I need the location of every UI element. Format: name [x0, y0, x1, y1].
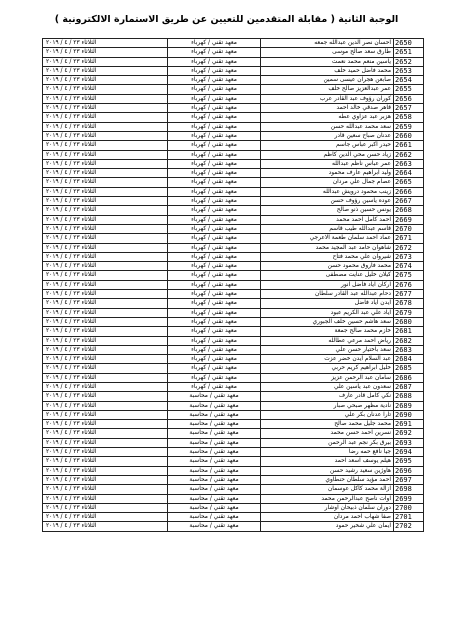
name-cell: اركان اياد فاضل انور — [261, 280, 394, 289]
date-cell: الثلاثاء ٢٣ / ٤ / ٢٠١٩ — [43, 104, 168, 113]
name-cell: صابعن هجران عيسى سمين — [261, 76, 394, 85]
date-cell: الثلاثاء ٢٣ / ٤ / ٢٠١٩ — [43, 122, 168, 131]
name-cell: زينب محمود درويش عبدالله — [261, 187, 394, 196]
institute-cell: معهد تقني / محاسبة — [168, 522, 261, 531]
table-body — [43, 39, 424, 532]
institute-cell: معهد تقني / كهرباء — [168, 262, 261, 271]
table-row — [43, 494, 424, 503]
institute-cell: معهد تقني / كهرباء — [168, 280, 261, 289]
institute-cell: معهد تقني / كهرباء — [168, 197, 261, 206]
name-cell: عمر عباس ناظم عبدالله — [261, 159, 394, 168]
date-cell: الثلاثاء ٢٣ / ٤ / ٢٠١٩ — [43, 522, 168, 531]
name-cell: محمد جليل محمد صالح — [261, 420, 394, 429]
table-row — [43, 48, 424, 57]
table-row — [43, 513, 424, 522]
date-cell: الثلاثاء ٢٣ / ٤ / ٢٠١٩ — [43, 76, 168, 85]
name-cell: وليد ابراهيم عارف محمود — [261, 169, 394, 178]
institute-cell: معهد تقني / كهرباء — [168, 169, 261, 178]
name-cell: حيدر اكبر عباس جاسم — [261, 141, 394, 150]
date-cell: الثلاثاء ٢٣ / ٤ / ٢٠١٩ — [43, 39, 168, 48]
date-cell: الثلاثاء ٢٣ / ٤ / ٢٠١٩ — [43, 262, 168, 271]
date-cell: الثلاثاء ٢٣ / ٤ / ٢٠١٩ — [43, 392, 168, 401]
table-row — [43, 429, 424, 438]
serial-number-cell: 2685 — [394, 364, 424, 373]
serial-number-cell: 2659 — [394, 122, 424, 131]
institute-cell: معهد تقني / كهرباء — [168, 364, 261, 373]
name-cell: عدنان صباح سعين قادر — [261, 131, 394, 140]
institute-cell: معهد تقني / كهرباء — [168, 159, 261, 168]
serial-number-cell: 2670 — [394, 224, 424, 233]
table-row — [43, 355, 424, 364]
institute-cell: معهد تقني / محاسبة — [168, 401, 261, 410]
institute-cell: معهد تقني / محاسبة — [168, 503, 261, 512]
institute-cell: معهد تقني / كهرباء — [168, 131, 261, 140]
table-row — [43, 448, 424, 457]
institute-cell: معهد تقني / كهرباء — [168, 215, 261, 224]
serial-number-cell: 2677 — [394, 290, 424, 299]
date-cell: الثلاثاء ٢٣ / ٤ / ٢٠١٩ — [43, 420, 168, 429]
name-cell: محمد فاضل حميد خلف — [261, 66, 394, 75]
table-row — [43, 410, 424, 419]
serial-number-cell: 2695 — [394, 457, 424, 466]
table-row — [43, 122, 424, 131]
table-row — [43, 392, 424, 401]
table-row — [43, 485, 424, 494]
table-row — [43, 39, 424, 48]
institute-cell: معهد تقني / كهرباء — [168, 234, 261, 243]
table-row — [43, 113, 424, 122]
table-row — [43, 475, 424, 484]
name-cell: سامان عبد الرحمن عزيز — [261, 373, 394, 382]
table-row — [43, 206, 424, 215]
institute-cell: معهد تقني / محاسبة — [168, 457, 261, 466]
serial-number-cell: 2669 — [394, 215, 424, 224]
date-cell: الثلاثاء ٢٣ / ٤ / ٢٠١٩ — [43, 327, 168, 336]
institute-cell: معهد تقني / محاسبة — [168, 494, 261, 503]
table-row — [43, 57, 424, 66]
table-row — [43, 503, 424, 512]
table-row — [43, 243, 424, 252]
date-cell: الثلاثاء ٢٣ / ٤ / ٢٠١٩ — [43, 197, 168, 206]
name-cell: رياض احمد مرعي عطالله — [261, 336, 394, 345]
name-cell: عبد السلام ايدن خضر عزت — [261, 355, 394, 364]
serial-number-cell: 2693 — [394, 438, 424, 447]
table-row — [43, 187, 424, 196]
institute-cell: معهد تقني / كهرباء — [168, 382, 261, 391]
table-row — [43, 327, 424, 336]
name-cell: بيرق بكر نجم عبد الرحمن — [261, 438, 394, 447]
date-cell: الثلاثاء ٢٣ / ٤ / ٢٠١٩ — [43, 429, 168, 438]
serial-number-cell: 2655 — [394, 85, 424, 94]
date-cell: الثلاثاء ٢٣ / ٤ / ٢٠١٩ — [43, 503, 168, 512]
serial-number-cell: 2682 — [394, 336, 424, 345]
institute-cell: معهد تقني / كهرباء — [168, 355, 261, 364]
serial-number-cell: 2687 — [394, 382, 424, 391]
table-row — [43, 159, 424, 168]
date-cell: الثلاثاء ٢٣ / ٤ / ٢٠١٩ — [43, 178, 168, 187]
date-cell: الثلاثاء ٢٣ / ٤ / ٢٠١٩ — [43, 485, 168, 494]
serial-number-cell: 2694 — [394, 448, 424, 457]
institute-cell: معهد تقني / كهرباء — [168, 48, 261, 57]
date-cell: الثلاثاء ٢٣ / ٤ / ٢٠١٩ — [43, 336, 168, 345]
institute-cell: معهد تقني / كهرباء — [168, 271, 261, 280]
table-row — [43, 317, 424, 326]
date-cell: الثلاثاء ٢٣ / ٤ / ٢٠١٩ — [43, 48, 168, 57]
serial-number-cell: 2661 — [394, 141, 424, 150]
institute-cell: معهد تقني / كهرباء — [168, 308, 261, 317]
date-cell: الثلاثاء ٢٣ / ٤ / ٢٠١٩ — [43, 252, 168, 261]
date-cell: الثلاثاء ٢٣ / ٤ / ٢٠١٩ — [43, 234, 168, 243]
date-cell: الثلاثاء ٢٣ / ٤ / ٢٠١٩ — [43, 150, 168, 159]
serial-number-cell: 2697 — [394, 475, 424, 484]
name-cell: شيروان علي محمد فتاح — [261, 252, 394, 261]
serial-number-cell: 2691 — [394, 420, 424, 429]
table-row — [43, 373, 424, 382]
table-row — [43, 169, 424, 178]
institute-cell: معهد تقني / كهرباء — [168, 57, 261, 66]
table-row — [43, 308, 424, 317]
date-cell: الثلاثاء ٢٣ / ٤ / ٢٠١٩ — [43, 382, 168, 391]
date-cell: الثلاثاء ٢٣ / ٤ / ٢٠١٩ — [43, 66, 168, 75]
serial-number-cell: 2675 — [394, 271, 424, 280]
table-row — [43, 76, 424, 85]
table-row — [43, 141, 424, 150]
table-row — [43, 382, 424, 391]
serial-number-cell: 2698 — [394, 485, 424, 494]
name-cell: عصام جمال علي مردان — [261, 178, 394, 187]
serial-number-cell: 2672 — [394, 243, 424, 252]
serial-number-cell: 2683 — [394, 345, 424, 354]
institute-cell: معهد تقني / محاسبة — [168, 513, 261, 522]
serial-number-cell: 2684 — [394, 355, 424, 364]
table-row — [43, 85, 424, 94]
table-row — [43, 290, 424, 299]
table-row — [43, 522, 424, 531]
serial-number-cell: 2701 — [394, 513, 424, 522]
name-cell: طارق سعد صالح موسى — [261, 48, 394, 57]
table-row — [43, 401, 424, 410]
serial-number-cell: 2658 — [394, 113, 424, 122]
serial-number-cell: 2696 — [394, 466, 424, 475]
name-cell: ازالة محمد كاكل عوسمان — [261, 485, 394, 494]
institute-cell: معهد تقني / كهرباء — [168, 94, 261, 103]
serial-number-cell: 2662 — [394, 150, 424, 159]
serial-number-cell: 2676 — [394, 280, 424, 289]
serial-number-cell: 2680 — [394, 317, 424, 326]
name-cell: كيلان خليل عنايت مصطفى — [261, 271, 394, 280]
name-cell: دوران سلمان ذبيحان اوشار — [261, 503, 394, 512]
date-cell: الثلاثاء ٢٣ / ٤ / ٢٠١٩ — [43, 131, 168, 140]
serial-number-cell: 2668 — [394, 206, 424, 215]
serial-number-cell: 2650 — [394, 39, 424, 48]
institute-cell: معهد تقني / كهرباء — [168, 299, 261, 308]
name-cell: نسرين احمد حسن محمد — [261, 429, 394, 438]
date-cell: الثلاثاء ٢٣ / ٤ / ٢٠١٩ — [43, 85, 168, 94]
institute-cell: معهد تقني / كهرباء — [168, 345, 261, 354]
name-cell: سعد محمد عبدالله حسن — [261, 122, 394, 131]
serial-number-cell: 2652 — [394, 57, 424, 66]
institute-cell: معهد تقني / كهرباء — [168, 39, 261, 48]
table-row — [43, 197, 424, 206]
serial-number-cell: 2692 — [394, 429, 424, 438]
name-cell: خازم محمد صالح جمعة — [261, 327, 394, 336]
name-cell: قاسم عبدالله طيب قاسم — [261, 224, 394, 233]
serial-number-cell: 2674 — [394, 262, 424, 271]
institute-cell: معهد تقني / كهرباء — [168, 104, 261, 113]
institute-cell: معهد تقني / محاسبة — [168, 392, 261, 401]
institute-cell: معهد تقني / محاسبة — [168, 485, 261, 494]
date-cell: الثلاثاء ٢٣ / ٤ / ٢٠١٩ — [43, 224, 168, 233]
date-cell: الثلاثاء ٢٣ / ٤ / ٢٠١٩ — [43, 475, 168, 484]
name-cell: احمد مؤيد سلطان حنطاوي — [261, 475, 394, 484]
date-cell: الثلاثاء ٢٣ / ٤ / ٢٠١٩ — [43, 187, 168, 196]
name-cell: نادية مظهر صبحي صبار — [261, 401, 394, 410]
table-row — [43, 66, 424, 75]
date-cell: الثلاثاء ٢٣ / ٤ / ٢٠١٩ — [43, 373, 168, 382]
serial-number-cell: 2681 — [394, 327, 424, 336]
date-cell: الثلاثاء ٢٣ / ٤ / ٢٠١٩ — [43, 317, 168, 326]
date-cell: الثلاثاء ٢٣ / ٤ / ٢٠١٩ — [43, 364, 168, 373]
name-cell: اوات ناصح عبدالرحمن محمد — [261, 494, 394, 503]
candidates-table — [42, 38, 413, 532]
serial-number-cell: 2656 — [394, 94, 424, 103]
institute-cell: معهد تقني / محاسبة — [168, 438, 261, 447]
date-cell: الثلاثاء ٢٣ / ٤ / ٢٠١٩ — [43, 355, 168, 364]
serial-number-cell: 2663 — [394, 159, 424, 168]
table-row — [43, 131, 424, 140]
serial-number-cell: 2665 — [394, 178, 424, 187]
name-cell: هيلم يوسف اسعد احمد — [261, 457, 394, 466]
name-cell: قاهر صدقي خالد احمد — [261, 104, 394, 113]
serial-number-cell: 2686 — [394, 373, 424, 382]
table-row — [43, 438, 424, 447]
name-cell: هاوژين سعيد رشيد حسن — [261, 466, 394, 475]
date-cell: الثلاثاء ٢٣ / ٤ / ٢٠١٩ — [43, 206, 168, 215]
table-row — [43, 457, 424, 466]
serial-number-cell: 2699 — [394, 494, 424, 503]
name-cell: سعد باختيار حسن علي — [261, 345, 394, 354]
name-cell: جيا نافع حمه رضا — [261, 448, 394, 457]
candidates-grid — [42, 38, 424, 532]
name-cell: احمد كامل احمد محمد — [261, 215, 394, 224]
institute-cell: معهد تقني / كهرباء — [168, 85, 261, 94]
institute-cell: معهد تقني / محاسبة — [168, 420, 261, 429]
name-cell: يونس حسين ذنو صالح — [261, 206, 394, 215]
date-cell: الثلاثاء ٢٣ / ٤ / ٢٠١٩ — [43, 113, 168, 122]
serial-number-cell: 2679 — [394, 308, 424, 317]
table-row — [43, 345, 424, 354]
name-cell: عمر عبدالعزيز صالح خلف — [261, 85, 394, 94]
table-row — [43, 271, 424, 280]
institute-cell: معهد تقني / كهرباء — [168, 141, 261, 150]
table-row — [43, 299, 424, 308]
institute-cell: معهد تقني / كهرباء — [168, 336, 261, 345]
name-cell: ايدن اياد فاضل — [261, 299, 394, 308]
institute-cell: معهد تقني / كهرباء — [168, 290, 261, 299]
table-row — [43, 215, 424, 224]
date-cell: الثلاثاء ٢٣ / ٤ / ٢٠١٩ — [43, 141, 168, 150]
table-row — [43, 336, 424, 345]
serial-number-cell: 2667 — [394, 197, 424, 206]
institute-cell: معهد تقني / محاسبة — [168, 466, 261, 475]
serial-number-cell: 2689 — [394, 401, 424, 410]
name-cell: كوران رؤوف عبد القادر عرب — [261, 94, 394, 103]
date-cell: الثلاثاء ٢٣ / ٤ / ٢٠١٩ — [43, 466, 168, 475]
date-cell: الثلاثاء ٢٣ / ٤ / ٢٠١٩ — [43, 271, 168, 280]
date-cell: الثلاثاء ٢٣ / ٤ / ٢٠١٩ — [43, 169, 168, 178]
date-cell: الثلاثاء ٢٣ / ٤ / ٢٠١٩ — [43, 494, 168, 503]
institute-cell: معهد تقني / محاسبة — [168, 410, 261, 419]
serial-number-cell: 2673 — [394, 252, 424, 261]
name-cell: اياد علي عبد الكريم عبود — [261, 308, 394, 317]
date-cell: الثلاثاء ٢٣ / ٤ / ٢٠١٩ — [43, 57, 168, 66]
name-cell: دحام عبدالله عبد القادر سلطان — [261, 290, 394, 299]
date-cell: الثلاثاء ٢٣ / ٤ / ٢٠١٩ — [43, 299, 168, 308]
institute-cell: معهد تقني / كهرباء — [168, 76, 261, 85]
serial-number-cell: 2671 — [394, 234, 424, 243]
institute-cell: معهد تقني / كهرباء — [168, 252, 261, 261]
table-row — [43, 252, 424, 261]
date-cell: الثلاثاء ٢٣ / ٤ / ٢٠١٩ — [43, 438, 168, 447]
institute-cell: معهد تقني / كهرباء — [168, 206, 261, 215]
institute-cell: معهد تقني / كهرباء — [168, 187, 261, 196]
institute-cell: معهد تقني / كهرباء — [168, 178, 261, 187]
name-cell: هزبر عبد عزاوي عطه — [261, 113, 394, 122]
name-cell: احسان نصر الدين عبدالله جمعه — [261, 39, 394, 48]
serial-number-cell: 2700 — [394, 503, 424, 512]
name-cell: سعدون عبد ياسين علي — [261, 382, 394, 391]
institute-cell: معهد تقني / كهرباء — [168, 327, 261, 336]
date-cell: الثلاثاء ٢٣ / ٤ / ٢٠١٩ — [43, 243, 168, 252]
name-cell: صفا شهاب احمد مردان — [261, 513, 394, 522]
table-row — [43, 420, 424, 429]
institute-cell: معهد تقني / كهرباء — [168, 150, 261, 159]
date-cell: الثلاثاء ٢٣ / ٤ / ٢٠١٩ — [43, 513, 168, 522]
date-cell: الثلاثاء ٢٣ / ٤ / ٢٠١٩ — [43, 290, 168, 299]
serial-number-cell: 2690 — [394, 410, 424, 419]
name-cell: ايمان علي شخير حمود — [261, 522, 394, 531]
table-row — [43, 466, 424, 475]
institute-cell: معهد تقني / كهرباء — [168, 373, 261, 382]
institute-cell: معهد تقني / كهرباء — [168, 66, 261, 75]
table-row — [43, 280, 424, 289]
serial-number-cell: 2688 — [394, 392, 424, 401]
institute-cell: معهد تقني / محاسبة — [168, 429, 261, 438]
date-cell: الثلاثاء ٢٣ / ٤ / ٢٠١٩ — [43, 457, 168, 466]
date-cell: الثلاثاء ٢٣ / ٤ / ٢٠١٩ — [43, 308, 168, 317]
name-cell: تارا عدنان بكر علي — [261, 410, 394, 419]
serial-number-cell: 2653 — [394, 66, 424, 75]
table-row — [43, 262, 424, 271]
name-cell: سعد هاشم حسين خلف الجبوري — [261, 317, 394, 326]
name-cell: شاهوان حامد عبد المجيد محمد — [261, 243, 394, 252]
serial-number-cell: 2702 — [394, 522, 424, 531]
table-row — [43, 178, 424, 187]
serial-number-cell: 2664 — [394, 169, 424, 178]
table-row — [43, 364, 424, 373]
name-cell: عماد احمد سلمان طعمة الاعرجي — [261, 234, 394, 243]
name-cell: خليل ابراهيم كريم حربي — [261, 364, 394, 373]
table-row — [43, 104, 424, 113]
name-cell: عوده ياسين رؤوف حسن — [261, 197, 394, 206]
table-row — [43, 94, 424, 103]
table-row — [43, 224, 424, 233]
name-cell: ياسين منعم محمد نعمت — [261, 57, 394, 66]
date-cell: الثلاثاء ٢٣ / ٤ / ٢٠١٩ — [43, 280, 168, 289]
serial-number-cell: 2657 — [394, 104, 424, 113]
name-cell: نكي كامل قادر عارف — [261, 392, 394, 401]
serial-number-cell: 2651 — [394, 48, 424, 57]
institute-cell: معهد تقني / كهرباء — [168, 113, 261, 122]
table-row — [43, 150, 424, 159]
page-title: الوجبة الثانية ( مقابلة المتقدمين للتعيين عن طريق الاستمارة الالكترونية ) — [54, 14, 399, 25]
date-cell: الثلاثاء ٢٣ / ٤ / ٢٠١٩ — [43, 345, 168, 354]
serial-number-cell: 2666 — [394, 187, 424, 196]
institute-cell: معهد تقني / محاسبة — [168, 448, 261, 457]
institute-cell: معهد تقني / كهرباء — [168, 243, 261, 252]
date-cell: الثلاثاء ٢٣ / ٤ / ٢٠١٩ — [43, 410, 168, 419]
institute-cell: معهد تقني / كهرباء — [168, 224, 261, 233]
serial-number-cell: 2678 — [394, 299, 424, 308]
date-cell: الثلاثاء ٢٣ / ٤ / ٢٠١٩ — [43, 215, 168, 224]
institute-cell: معهد تقني / محاسبة — [168, 475, 261, 484]
date-cell: الثلاثاء ٢٣ / ٤ / ٢٠١٩ — [43, 94, 168, 103]
name-cell: زياد حسن محي الدين كاظم — [261, 150, 394, 159]
institute-cell: معهد تقني / كهرباء — [168, 317, 261, 326]
serial-number-cell: 2660 — [394, 131, 424, 140]
institute-cell: معهد تقني / كهرباء — [168, 122, 261, 131]
date-cell: الثلاثاء ٢٣ / ٤ / ٢٠١٩ — [43, 401, 168, 410]
table-row — [43, 234, 424, 243]
serial-number-cell: 2654 — [394, 76, 424, 85]
date-cell: الثلاثاء ٢٣ / ٤ / ٢٠١٩ — [43, 448, 168, 457]
date-cell: الثلاثاء ٢٣ / ٤ / ٢٠١٩ — [43, 159, 168, 168]
name-cell: محمد فاروق محمود حسن — [261, 262, 394, 271]
